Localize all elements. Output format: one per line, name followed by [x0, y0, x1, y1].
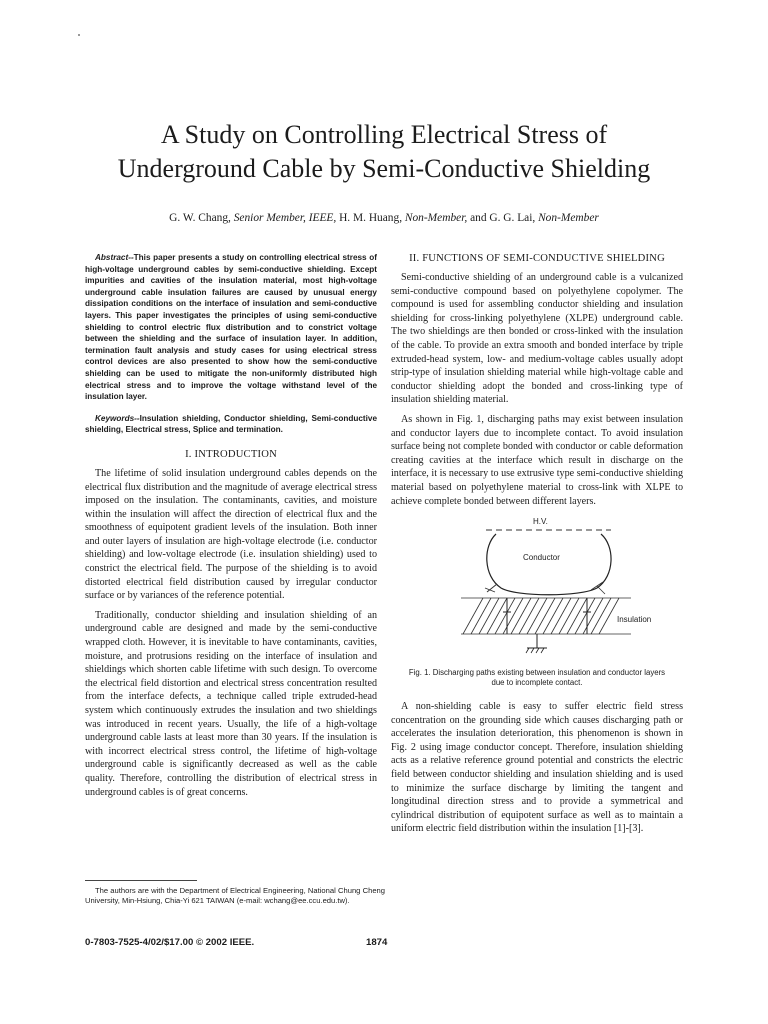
footnote-divider — [85, 880, 197, 881]
author-1-name: G. W. Chang, — [169, 212, 234, 224]
copyright-line: 0-7803-7525-4/02/$17.00 © 2002 IEEE. — [85, 937, 255, 948]
insulation-label: Insulation — [617, 615, 652, 625]
keywords-label: Keywords-- — [95, 413, 140, 423]
keywords-text: Insulation shielding, Conductor shielding, Semi-conductive shielding, Electrical stress, Splice and termination. — [85, 413, 377, 435]
author-3-name: and G. G. Lai, — [467, 212, 539, 224]
figure-1-diagram — [391, 514, 683, 662]
conductor-outline — [487, 534, 611, 595]
page-number: 1874 — [366, 937, 388, 948]
right-column — [391, 252, 683, 842]
section-1-paragraph-2: Traditionally, conductor shielding and insulation shielding of an underground cable are designed and made by the semi-conductive wrapped cloth. However, it is inevitable to have contaminants, cavities, moisture, and protrusions residing on the interface of insulation and shieldings which shorten cable lifetime with such design. To overcome the electrical field distortion and electrical stress concentration resulted from the interface defects, a technique called triple extruded-head system which continuously extrudes the insulation and two shieldings was introduced in recent years. Usually, the life of a high-voltage underground cable lasts at least more than 30 years. If the insulation is with incorrect electrical stress control, the lifetime of high-voltage underground cable is significantly decreased as well as the cable quality. Therefore, controlling the distribution of electrical stress in underground cables is of great concerns. — [85, 609, 377, 798]
section-2-paragraph-1: Semi-conductive shielding of an underground cable is a vulcanized semi-conductive compound based on polyethylene copolymer. The compound is used for assembling conductor shielding and insulation shielding for cross-linking polyethylene (XLPE) underground cable. The two shieldings are then bonded or cross-linked with the insulation of the cable. To provide an extra smooth and bonded interface by triple extruded-head system, low- and medium-voltage cables usually adopt strip-type of insulation shielding material while high-voltage cable and conductor shielding adopt the bonded and cross-linking type of insulation shielding material. — [391, 272, 683, 406]
section-2-paragraph-3: A non-shielding cable is easy to suffer electric field stress concentration on the grounding side which causes discharging path or accelerates the insulation deterioration, this phenomenon is shown in Fig. 2 using image conductor concept. Therefore, insulation shielding acts as a relative reference ground potential and constricts the electric field between conductor shielding and insulation shielding and is used to minimize the surface discharge by limiting the tangent and longitudinal direction stress and to provide a symmetrical and cylindrical distribution of equipotent surface as well as to maintain a uniform electric field distribution within the insulation [1]-[3]. — [391, 701, 683, 835]
discharge-mark-right-2 — [597, 586, 605, 594]
paper-title — [60, 118, 708, 186]
title-line-2: Underground Cable by Semi-Conductive Shielding — [117, 154, 651, 183]
insulation-hatching — [463, 598, 619, 634]
abstract — [85, 252, 377, 403]
author-2-name: H. M. Huang, — [336, 212, 405, 224]
author-footnote: The authors are with the Department of Electrical Engineering, National Chung Cheng University, Min-Hsiung, Chia-Yi 621 TAIWAN (e-mail: wchang@ee.ccu.edu.tw). — [85, 886, 385, 905]
figure-1 — [391, 514, 683, 662]
discharge-mark-left-2 — [485, 588, 495, 592]
abstract-label: Abstract-- — [95, 253, 134, 262]
scan-mark — [78, 34, 80, 36]
conductor-label: Conductor — [523, 553, 560, 563]
section-1-paragraph-1: The lifetime of solid insulation underground cables depends on the electrical flux distribution and the magnitude of average electrical stress imposed on the insulation. The contaminants, cavities, and moisture within the insulation will affect the direction of electrical flux and the smoothness of equipotent gradient levels of the insulation. Both inner and outer layers of insulation are high-voltage electrode (i.e. conductor shielding) and low-voltage electrode (i.e. insulation shielding) used to constrict the electrical field. The purpose of the shielding is to avoid distorted electrical field distribution caused by irregular conductor surface or by variances of the reference potential. — [85, 467, 377, 602]
author-2-role: Non-Member, — [404, 212, 468, 224]
title-line-1: A Study on Controlling Electrical Stress of — [160, 120, 608, 149]
author-line — [60, 212, 708, 224]
ground-symbol — [526, 648, 544, 653]
hv-label: H.V. — [533, 517, 548, 527]
abstract-text: This paper presents a study on controlling electrical stress of high-voltage underground cables by semi-conductive shielding. Except impurities and cavities of the insulation material, most high-voltage underground cable insulation failures are caused by unusual energy dissipation conditions on the interface of insulation and semi-conductive layers. This paper investigates the principles of using semi-conductive shielding to control electric flux distribution and to constrict voltage between the shielding and the surface of insulation layer. In addition, termination fault analysis and study cases for using electrical stress control devices are also presented to show how the semi-conductive shielding can be used to mitigate the non-uniformly distributed high electrical stress and to improve the voltage withstand level of the insulation layer. — [85, 253, 377, 402]
section-1-heading: I. INTRODUCTION — [185, 448, 277, 460]
left-column — [85, 252, 377, 805]
section-2-heading: II. FUNCTIONS OF SEMI-CONDUCTIVE SHIELDING — [409, 253, 665, 264]
section-2-paragraph-2: As shown in Fig. 1, discharging paths may exist between insulation and conductor layers due to incomplete contact. To avoid insulation surface being not complete bonded with conductor or cable deformation creating cavities at the interface which result in discharge on the interface, it is necessary to use extrusive type semi-conductive shielding material based on polyethylene material to cross-link with XLPE to achieve complete bonded between different layers. — [391, 413, 683, 507]
caption-line-2: due to incomplete contact. — [491, 678, 583, 688]
caption-line-1: Fig. 1. Discharging paths existing between insulation and conductor layers — [408, 668, 666, 678]
figure-1-caption — [391, 668, 683, 688]
keywords — [85, 413, 377, 436]
author-3-role: Non-Member — [538, 212, 599, 224]
author-1-role: Senior Member, IEEE, — [233, 212, 337, 224]
